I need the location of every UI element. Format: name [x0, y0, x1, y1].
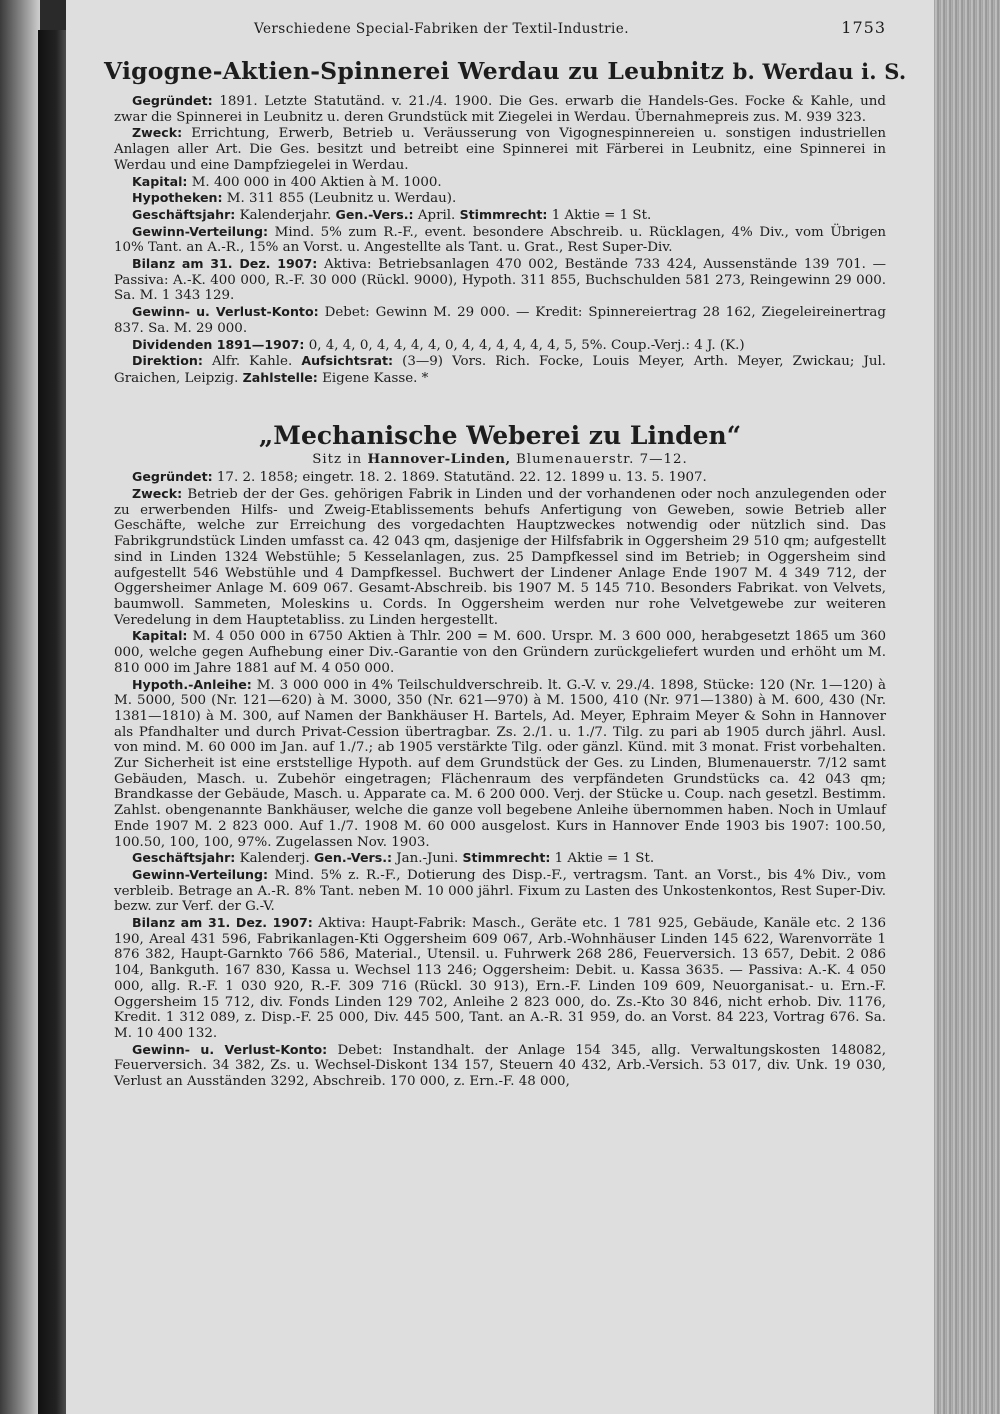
seat-address: Blumenauerstr. 7—12. — [515, 451, 688, 467]
entry-label: Kapital: — [132, 628, 188, 644]
entry-paragraph — [114, 628, 886, 676]
entry-paragraph — [114, 304, 886, 336]
entry-paragraph — [114, 256, 886, 304]
entry-paragraph — [114, 125, 886, 173]
entry-text: Errichtung, Erwerb, Betrieb u. Veräusserung von Vigognespinnereien u. sonstigen industriellen Anlagen aller Art. Die Ges. besitzt und betreibt eine Spinnerei mit Färberei in Leubnitz, eine Spinnerei in Werdau und eine Dampfziegelei in Werdau. — [114, 126, 886, 173]
entry-text: Mind. 5% z. R.-F., Dotierung des Disp.-F., vertragsm. Tant. an Vorst., bis 4% Div., vom verbleib. Betrage an A.-R. 8% Tant. neben M. 10 000 jährl. Fixum zu Lasten des Unkostenkontos, Rest Super-Div. bezw. zur Verf. der G.-V. — [114, 867, 886, 915]
entry-label: Gewinn-Verteilung: — [132, 866, 269, 882]
entry-label: Zweck: — [132, 486, 183, 502]
entry-label: Aufsichtsrat: — [301, 353, 394, 369]
entry-text: Mind. 5% zum R.-F., event. besondere Abschreib. u. Rücklagen, 4% Div., vom Übrigen 10% Tant. an A.-R., 15% an Vorst. u. Angestellte als Tant. u. Grat., Rest Super-Div. — [114, 224, 886, 256]
entry-label: Gewinn- u. Verlust-Konto: — [132, 1041, 328, 1057]
book-left-margin — [0, 0, 40, 1414]
entry-label: Gewinn- u. Verlust-Konto: — [132, 304, 319, 320]
entry-label: Gen.-Vers.: — [313, 850, 393, 866]
entry-paragraph — [114, 867, 886, 915]
entry-text: (3—9) Vors. Rich. Focke, Louis Meyer, Arth. Meyer, Zwickau; Jul. Graichen, Leipzig. — [114, 354, 886, 386]
entry-text: Aktiva: Betriebsanlagen 470 002, Bestände 733 424, Aussenstände 139 701. — Passiva: A.-K. 400 000, R.-F. 30 000 (Rückl. 9000), Hypoth. 311 855, Buchschulden 581 273, Reingewinn 29 000. Sa. M. 1 343 129. — [114, 257, 886, 304]
entry-text: 0, 4, 4, 0, 4, 4, 4, 4, 0, 4, 4, 4, 4, 4, 4, 5, 5%. Coup.-Verj.: 4 J. (K.) — [304, 337, 745, 353]
book-spine-shadow — [38, 30, 68, 1414]
entry-label: Gen.-Vers.: — [335, 206, 414, 222]
entry-label: Bilanz am 31. Dez. 1907: — [132, 256, 318, 272]
entry-paragraph — [114, 915, 886, 1042]
entry-paragraph — [114, 677, 886, 851]
entry-paragraph — [114, 486, 886, 628]
entry-text: M. 311 855 (Leubnitz u. Werdau). — [222, 191, 457, 207]
entry-text: M. 400 000 in 400 Aktien à M. 1000. — [187, 174, 442, 190]
entry-text: M. 3 000 000 in 4% Teilschuldverschreib. lt. G.-V. v. 29./4. 1898, Stücke: 120 (Nr. 1—120) à M. 5000, 500 (Nr. 121—620) à M. 3000, 350 (Nr. 621—970) à M. 1500, 410 (Nr. 971—1380) à M. 600, 430 (Nr. 1381—1810) à M. 300, auf Namen der Bankhäuser H. Bartels, Ad. Meyer, Ephraim Meyer & Sohn in Hannover als Pfandhalter und durch Privat-Cession übertragbar. Zs. 2./1. u. 1./7. Tilg. zu pari ab 1905 durch jährl. Ausl. von mind. M. 60 000 im Jan. auf 1./7.; ab 1905 verstärkte Tilg. oder gänzl. Künd. mit 3 monat. Frist vorbehalten. Zur Sicherheit ist eine erststellige Hypoth. auf dem Grundstück der Ges. zu Linden, Blumenauerstr. 7/12 samt Gebäuden, Masch. u. Zubehör eingetragen; Flächenraum des verpfändeten Grundstücks ca. 42 043 qm; Brandkasse der Gebäude, Masch. u. Apparate ca. M. 6 200 000. Verj. der Stücke u. Coup. nach gesetzl. Bestimm. Zahlst. obengenannte Bankhäuser, welche die ganze voll begebene Anleihe übernommen haben. Noch in Umlauf Ende 1907 M. 2 823 000. Auf 1./7. 1908 M. 60 000 ausgelost. Kurs in Hannover Ende 1903 bis 1907: 100.50, 100.50, 100, 100, 97%. Zugelassen Nov. 1903. — [114, 677, 886, 850]
company-name: Vigogne-Aktien-Spinnerei Werdau zu Leubnitz — [104, 57, 725, 85]
entry-label: Hypoth.-Anleihe: — [132, 676, 252, 692]
entry-paragraph — [114, 174, 886, 191]
entry-paragraph — [114, 337, 886, 354]
entry-label: Gegründet: — [132, 93, 213, 108]
section-weberei — [114, 469, 886, 1089]
entry-paragraph — [114, 190, 886, 207]
entry-text: Jan.-Juni. — [392, 851, 463, 867]
entry-label: Zweck: — [132, 125, 183, 141]
running-head — [114, 18, 886, 52]
entry-label: Zahlstelle: — [242, 369, 318, 385]
entry-paragraph — [114, 207, 886, 224]
entry-label: Stimmrecht: — [462, 850, 551, 866]
company-seat — [114, 452, 886, 468]
book-page — [66, 0, 934, 1414]
entry-label: Geschäftsjahr: — [132, 850, 236, 866]
entry-paragraph — [114, 224, 886, 256]
section-vigogne — [114, 93, 886, 387]
entry-text: Kalenderjahr. — [235, 207, 336, 223]
seat-place: Hannover-Linden, — [367, 450, 511, 467]
entry-label: Hypotheken: — [132, 190, 223, 206]
entry-text: Debet: Gewinn M. 29 000. — Kredit: Spinnereiertrag 28 162, Ziegeleireinertrag 837. Sa. M. 29 000. — [114, 305, 886, 336]
entry-text: Kalenderj. — [235, 851, 314, 867]
entry-label: Gegründet: — [132, 469, 213, 485]
entry-label: Bilanz am 31. Dez. 1907: — [132, 915, 313, 931]
entry-text: Aktiva: Haupt-Fabrik: Masch., Geräte etc. 1 781 925, Gebäude, Kanäle etc. 2 136 190, Areal 431 596, Fabrikanlagen-Kti Oggersheim 609 067, Arb.-Wohnhäuser Linden 145 622, Warenvorräte 1 876 382, Haupt-Garnkto 766 586, Material., Utensil. u. Fuhrwerk 268 286, Feuerversich. 13 657, Debit. 2 086 104, Bankguth. 167 830, Kassa u. Wechsel 113 246; Oggersheim: Debit. u. Kassa 3635. — Passiva: A.-K. 4 050 000, allg. R.-F. 1 030 920, R.-F. 309 716 (Rückl. 30 913), Ern.-F. Linden 109 609, Neuorganisat.- u. Ern.-F. Oggersheim 15 712, div. Fonds Linden 129 702, Anleihe 2 823 000, do. Zs.-Kto 30 846, nicht erhob. Div. 1176, Kredit. 1 312 089, z. Disp.-F. 25 000, Div. 445 500, Tant. an A.-R. 31 959, do. an Vorst. 84 223, Vortrag 676. Sa. M. 10 400 132. — [114, 916, 886, 1041]
entry-paragraph — [114, 1042, 886, 1090]
entry-text: 1 Aktie = 1 St. — [550, 851, 655, 867]
page-number: 1753 — [841, 18, 886, 37]
entry-text: Eigene Kasse. * — [317, 370, 429, 386]
entry-text: Alfr. Kahle. — [202, 354, 302, 370]
seat-prefix: Sitz in — [312, 451, 363, 467]
entry-paragraph — [114, 850, 886, 867]
entry-label: Stimmrecht: — [459, 206, 548, 222]
entry-label: Kapital: — [132, 173, 188, 189]
entry-text: Betrieb der der Ges. gehörigen Fabrik in Linden und der vorhandenen oder noch anzulegenden oder zu erwerbenden Hilfs- und Zweig-Etablissements behufs Anfertigung von Geweben, sowie Betrieb aller Geschäfte, welche zur Erreichung des vorgedachten Hauptzweckes notwendig oder nützlich sind. Das Fabrikgrundstück Linden umfasst ca. 42 043 qm, dasjenige der Hilfsfabrik in Oggersheim 29 510 qm; aufgestellt sind in Linden 1324 Webstühle; 5 Kesselanlagen, zus. 25 Dampfkessel sind im Betrieb; in Oggersheim sind aufgestellt 546 Webstühle und 4 Dampfkessel. Buchwert der Lindener Anlage Ende 1907 M. 4 349 712, der Oggersheimer Anlage M. 609 067. Gesamt-Abschreib. bis 1907 M. 5 145 710. Besonders Fabrikat. von Velvets, baumwoll. Sammeten, Moleskins u. Cords. In Oggersheim werden nur rohe Velvetgewebe zur weiteren Veredelung in dem Hauptetabliss. zu Linden hergestellt. — [114, 487, 886, 628]
running-head-title: Verschiedene Special-Fabriken der Textil-Industrie. — [254, 21, 629, 37]
book-page-edges — [934, 0, 1000, 1414]
company-title-weberei: „Mechanische Weberei zu Linden“ — [258, 420, 742, 450]
entry-text: 1891. Letzte Statutänd. v. 21./4. 1900. Die Ges. erwarb die Handels-Ges. Focke & Kahle, und zwar die Spinnerei in Leubnitz u. deren Grundstück mit Ziegelei in Werdau. Übernahmepreis zus. M. 939 323. — [114, 94, 886, 125]
entry-label: Geschäftsjahr: — [132, 206, 236, 222]
entry-paragraph — [114, 469, 886, 486]
entry-paragraph — [114, 353, 886, 386]
entry-text: M. 4 050 000 in 6750 Aktien à Thlr. 200 = M. 600. Urspr. M. 3 600 000, herabgesetzt 1865 um 360 000, welche gegen Aufhebung einer Div.-Garantie von den Gründern zurückgeliefert wurden und erhöht um M. 810 000 im Jahre 1881 auf M. 4 050 000. — [114, 629, 886, 676]
company-title-vigogne — [104, 57, 907, 85]
entry-text: Debet: Instandhalt. der Anlage 154 345, allg. Verwaltungskosten 148082, Feuerversich. 34 382, Zs. u. Wechsel-Diskont 134 157, Steuern 40 432, Arb.-Versich. 53 017, div. Unk. 19 030, Verlust an Ausständen 3292, Abschreib. 170 000, z. Ern.-F. 48 000, — [114, 1042, 886, 1090]
entry-text: 1 Aktie = 1 St. — [547, 207, 652, 223]
entry-text: April. — [413, 207, 460, 223]
entry-label: Direktion: — [132, 353, 203, 369]
company-location: b. Werdau i. S. — [732, 59, 907, 84]
entry-label: Dividenden 1891—1907: — [132, 336, 305, 352]
entry-label: Gewinn-Verteilung: — [132, 223, 269, 239]
entry-paragraph — [114, 93, 886, 125]
entry-text: 17. 2. 1858; eingetr. 18. 2. 1869. Statutänd. 22. 12. 1899 u. 13. 5. 1907. — [212, 470, 707, 486]
